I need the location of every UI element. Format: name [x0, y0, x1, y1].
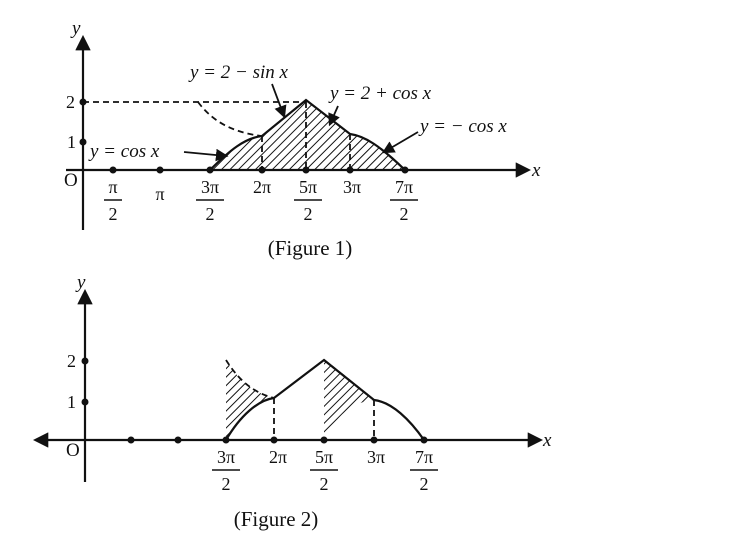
figure1-caption: (Figure 1) — [267, 236, 353, 260]
svg-text:π: π — [108, 177, 118, 197]
svg-text:2: 2 — [303, 204, 313, 224]
figure1-label-cos: y = cos x — [90, 141, 160, 162]
figure1-pointer-2-minus-sin — [272, 84, 284, 116]
figure1-x-tick-pi2 — [104, 177, 122, 224]
figure1-shaded-region — [210, 100, 405, 170]
figure2-x-tick-dot-5pi2 — [321, 437, 328, 444]
figure1-dashed-2-minus-sin — [198, 102, 262, 136]
figure2-caption: (Figure 2) — [233, 507, 319, 531]
figure2-y-axis-label: y — [77, 272, 86, 293]
figure1-x-tick-pi — [155, 184, 164, 204]
svg-text:3π: 3π — [342, 177, 362, 197]
svg-text:5π: 5π — [298, 177, 318, 197]
svg-text:3π: 3π — [216, 447, 236, 467]
svg-text:2: 2 — [205, 204, 215, 224]
svg-text:π: π — [155, 184, 165, 204]
svg-text:2: 2 — [221, 474, 231, 494]
figure1-y-axis-label: y — [72, 18, 81, 39]
figure1-x-tick-7pi2 — [390, 177, 418, 224]
figure1-pointer-cos — [184, 152, 226, 156]
figure2-x-axis-label: x — [543, 430, 552, 451]
figure1-label-neg-cos: y = − cos x — [420, 116, 507, 137]
figure1-y-tick-dot-1 — [80, 139, 87, 146]
figure1-y-tick-dot-2 — [80, 99, 87, 106]
figure2-x-tick-7pi2 — [410, 447, 438, 494]
figure1-pointer-neg-cos — [384, 132, 418, 152]
figure1-x-tick-dot-3pi2 — [207, 167, 214, 174]
figure2-y-tick-dot-1 — [82, 399, 89, 406]
svg-text:3π: 3π — [366, 447, 386, 467]
figure2-x-tick-dot-3pi2 — [223, 437, 230, 444]
svg-text:2: 2 — [108, 204, 118, 224]
figure2-y-tick-dot-2 — [82, 358, 89, 365]
svg-text:7π: 7π — [414, 447, 434, 467]
figure1-x-tick-3pi2 — [196, 177, 224, 224]
figure-1 — [64, 18, 541, 260]
figure2-y-tick-1: 1 — [67, 392, 76, 412]
figure1-x-tick-3pi — [343, 177, 361, 197]
figure2-x-tick-3pi2 — [212, 447, 240, 494]
figure1-label-2-minus-sin: y = 2 − sin x — [190, 62, 288, 83]
figure1-x-tick-5pi2 — [294, 177, 322, 224]
svg-text:2π: 2π — [268, 447, 288, 467]
figure1-y-tick-2: 2 — [66, 92, 75, 112]
figure2-hatched-right — [324, 360, 374, 440]
figure1-x-tick-2pi — [253, 177, 271, 197]
figure2-x-tick-dot-b — [175, 437, 182, 444]
svg-text:2π: 2π — [252, 177, 272, 197]
figure1-origin-label: O — [64, 170, 78, 191]
figure2-x-tick-dot-3pi — [371, 437, 378, 444]
figure2-x-tick-dot-7pi2 — [421, 437, 428, 444]
figure-2 — [36, 272, 552, 531]
figure2-x-tick-dot-2pi — [271, 437, 278, 444]
figure1-y-tick-1: 1 — [67, 132, 76, 152]
figure1-x-tick-dot-pi2 — [110, 167, 117, 174]
figure1-label-2-plus-cos: y = 2 + cos x — [330, 83, 432, 104]
figure2-x-tick-dot-a — [128, 437, 135, 444]
svg-text:2: 2 — [419, 474, 429, 494]
svg-text:7π: 7π — [394, 177, 414, 197]
svg-text:2: 2 — [399, 204, 409, 224]
figure1-x-tick-dot-7pi2 — [402, 167, 409, 174]
figure1-x-tick-dot-2pi — [259, 167, 266, 174]
figure1-x-tick-dot-3pi — [347, 167, 354, 174]
figure1-x-tick-dot-5pi2 — [303, 167, 310, 174]
figure2-y-tick-2: 2 — [67, 351, 76, 371]
figure2-origin-label: O — [66, 440, 80, 461]
svg-text:3π: 3π — [200, 177, 220, 197]
figure1-x-tick-dot-pi — [157, 167, 164, 174]
figure2-x-tick-2pi — [269, 447, 287, 467]
figure2-x-tick-5pi2 — [310, 447, 338, 494]
svg-text:5π: 5π — [314, 447, 334, 467]
figure1-x-axis-label: x — [532, 160, 541, 181]
figure2-x-tick-3pi — [367, 447, 385, 467]
svg-text:2: 2 — [319, 474, 329, 494]
